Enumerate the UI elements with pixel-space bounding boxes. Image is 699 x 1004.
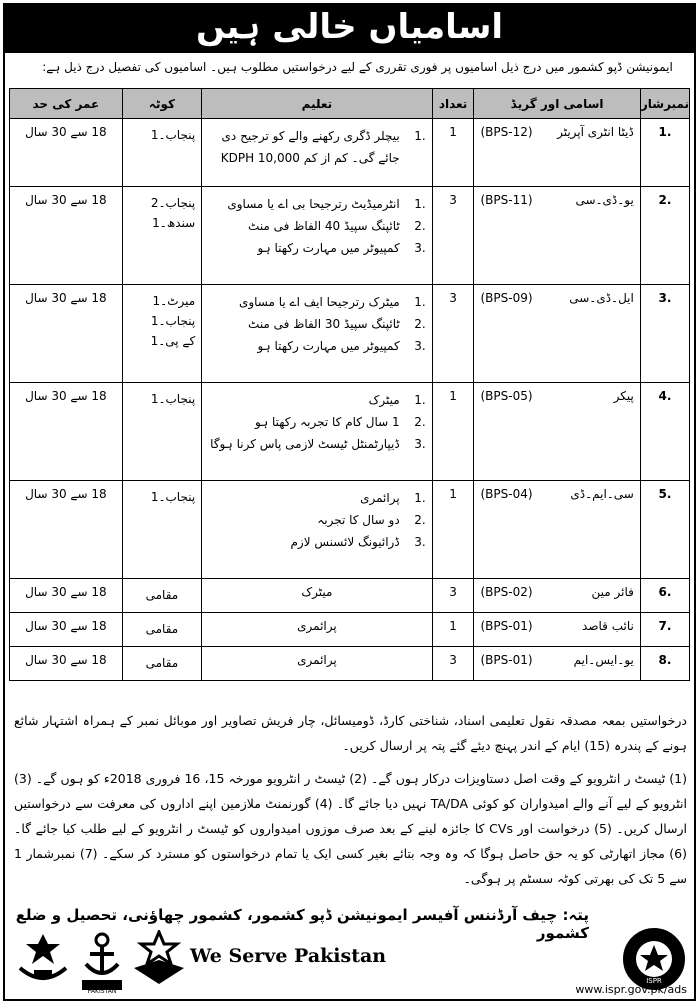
row-number: .3 <box>640 285 689 383</box>
education-cell <box>202 647 433 681</box>
quota-cell <box>122 285 201 383</box>
quota-cell <box>122 613 201 647</box>
post-cell <box>474 647 640 681</box>
education-item <box>208 389 426 411</box>
notes <box>14 708 687 899</box>
army-logo-icon <box>12 930 74 992</box>
row-number: .6 <box>640 579 689 613</box>
navy-logo-icon <box>78 930 126 996</box>
quota-item: پنجاب۔1 <box>150 392 196 406</box>
ispr-logo-icon <box>623 928 685 990</box>
post-count: 3 <box>432 285 474 383</box>
quota-cell <box>122 383 201 481</box>
education-item-number: .1 <box>414 129 426 143</box>
post-count: 3 <box>432 579 474 613</box>
table-row <box>10 481 690 579</box>
education-item-number: .3 <box>414 437 426 451</box>
row-number: .2 <box>640 187 689 285</box>
education-cell <box>202 119 433 187</box>
table-row <box>10 579 690 613</box>
education-item <box>208 237 426 259</box>
intro-text: ایمونیشن ڈپو کشمور میں درج ذیل اسامیوں پر فوری تقرری کے لیے درخواستیں مطلوب ہیں۔ اسامیوں کی تفصیل درج ذیل ہے: <box>42 60 673 74</box>
post-count: 1 <box>432 119 474 187</box>
table-row <box>10 383 690 481</box>
education-cell <box>202 285 433 383</box>
quota-cell <box>122 647 201 681</box>
education-cell <box>202 187 433 285</box>
education-item-number: .3 <box>414 535 426 549</box>
page-title: اسامیاں خالی ہیں <box>3 3 696 53</box>
education-cell <box>202 579 433 613</box>
post-grade: (BPS-01) <box>480 619 533 633</box>
post-grade: (BPS-12) <box>480 125 533 139</box>
post-grade: (BPS-04) <box>480 487 533 501</box>
header-age: عمر کی حد <box>10 89 123 119</box>
education-item-text: بیچلر ڈگری رکھنے والے کو ترجیح دی جائے گی۔ کم از کم KDPH 10,000 <box>220 129 400 165</box>
header-post: اسامی اور گریڈ <box>474 89 640 119</box>
quota-item: پنجاب۔1 <box>150 490 196 504</box>
education-item <box>208 335 426 357</box>
post-grade: (BPS-09) <box>480 291 533 305</box>
row-number: .4 <box>640 383 689 481</box>
age-limit: 18 سے 30 سال <box>10 481 123 579</box>
post-cell <box>474 579 640 613</box>
row-number: .1 <box>640 119 689 187</box>
notes-paragraph-1: درخواستیں بمعہ مصدقہ نقول تعلیمی اسناد، شناختی کارڈ، ڈومیسائل، چار فریش تصاویر اور موبائل نمبر کے ہمراہ اشتہار شائع ہونے کے پندرہ (15) ایام کے اندر پہنچ دیئے گئے پتہ پر ارسال کریں۔ <box>14 713 687 753</box>
post-cell <box>474 285 640 383</box>
education-item <box>208 215 426 237</box>
education-item-number: .2 <box>414 415 426 429</box>
quota-item: پنجاب۔1 <box>150 128 196 142</box>
education-item: پرائمری <box>297 653 337 667</box>
post-cell <box>474 119 640 187</box>
education-item-text: میٹرک <box>368 393 400 407</box>
quota-cell <box>122 187 201 285</box>
row-number: .8 <box>640 647 689 681</box>
table-row <box>10 285 690 383</box>
post-name: فائر مین <box>591 585 634 599</box>
quota-cell <box>122 579 201 613</box>
ispr-logo-text: ISPR <box>646 977 662 985</box>
header-no: نمبرشار <box>640 89 689 119</box>
education-item-text: پرائمری <box>360 491 400 505</box>
quota-item: میرٹ۔1 <box>152 294 196 308</box>
education-item <box>208 193 426 215</box>
education-item-text: ٹائپنگ سپیڈ 40 الفاظ فی منٹ <box>248 219 400 233</box>
age-limit: 18 سے 30 سال <box>10 187 123 285</box>
age-limit: 18 سے 30 سال <box>10 613 123 647</box>
post-cell <box>474 613 640 647</box>
education-item-text: انٹرمیڈیٹ رترجیحا بی اے یا مساوی <box>227 197 400 211</box>
education-item-text: ڈیپارٹمنٹل ٹیسٹ لازمی پاس کرنا ہوگا <box>210 437 400 451</box>
education-item-number: .2 <box>414 219 426 233</box>
row-number: .7 <box>640 613 689 647</box>
header-education: تعلیم <box>202 89 433 119</box>
quota-item: مقامی <box>145 622 179 636</box>
education-item <box>208 313 426 335</box>
education-item <box>208 487 426 509</box>
quota-item: کے پی۔1 <box>150 334 196 348</box>
education-item-text: کمپیوٹر میں مہارت رکھتا ہو <box>257 241 400 255</box>
education-item <box>208 411 426 433</box>
post-cell <box>474 187 640 285</box>
post-count: 3 <box>432 187 474 285</box>
table-row <box>10 647 690 681</box>
education-item-text: ٹائپنگ سپیڈ 30 الفاظ فی منٹ <box>248 317 400 331</box>
post-grade: (BPS-11) <box>480 193 533 207</box>
post-name: ایل۔ڈی۔سی <box>569 291 634 305</box>
education-item-number: .1 <box>414 491 426 505</box>
education-item-number: .1 <box>414 393 426 407</box>
vacancies-table <box>9 88 690 681</box>
education-item <box>208 291 426 313</box>
education-item-number: .1 <box>414 295 426 309</box>
education-item <box>208 433 426 455</box>
website-url[interactable]: www.ispr.gov.pk/ads <box>575 983 687 996</box>
quota-cell <box>122 481 201 579</box>
post-count: 1 <box>432 481 474 579</box>
post-name: نائب قاصد <box>582 619 634 633</box>
post-name: یو۔ڈی۔سی <box>575 193 634 207</box>
education-cell <box>202 481 433 579</box>
education-cell <box>202 383 433 481</box>
post-name: پیکر <box>613 389 634 403</box>
quota-item: پنجاب۔2 <box>150 196 196 210</box>
education-item-text: میٹرک رترجیحا ایف اے یا مساوی <box>238 295 400 309</box>
age-limit: 18 سے 30 سال <box>10 579 123 613</box>
post-name: ڈیٹا انٹری آپریٹر <box>557 125 634 139</box>
age-limit: 18 سے 30 سال <box>10 383 123 481</box>
airforce-logo-icon <box>132 930 186 990</box>
education-item-text: 1 سال کام کا تجربہ رکھتا ہو <box>254 415 400 429</box>
table-header-row <box>10 89 690 119</box>
quota-item: مقامی <box>145 656 179 670</box>
education-item: میٹرک <box>301 585 333 599</box>
post-count: 1 <box>432 383 474 481</box>
post-count: 1 <box>432 613 474 647</box>
post-grade: (BPS-05) <box>480 389 533 403</box>
notes-paragraph-2: (1) ٹیسٹ ر انٹرویو کے وقت اصل دستاویزات درکار ہوں گے۔ (2) ٹیسٹ ر انٹرویو مورخہ 15، 16 فروری 2018ء کو ہوں گے۔ (3) انٹرویو کے لیے آنے والے امیدواران کو کوئی TA/DA نہیں دیا جائے گا۔ (4) گورنمنٹ ملازمین اپنے اداروں کی معرفت سے درخواستیں ارسال کریں۔ (5) درخواست اور CVs کا جائزہ لینے کے بعد صرف موزوں امیدواروں کو ٹیسٹ ر انٹرویو کے لیے طلب کیا جائے گا۔ (6) مجاز اتھارٹی کو یہ حق حاصل ہوگا کہ وہ وجہ بتائے بغیر کسی ایک یا تمام درخواستوں کو مسترد کر سکے۔ (7) نمبرشمار 1 سے 5 تک کی بھرتی کوٹہ سسٹم پر ہوگی۔ <box>14 771 688 886</box>
slogan: We Serve Pakistan <box>190 945 387 967</box>
header-count: تعداد <box>432 89 474 119</box>
age-limit: 18 سے 30 سال <box>10 647 123 681</box>
table-row <box>10 187 690 285</box>
quota-item: پنجاب۔1 <box>150 314 196 328</box>
address: پتہ: چیف آرڈننس آفیسر ایمونیشن ڈپو کشمور، کشمور چھاؤنی، تحصیل و ضلع کشمور <box>15 906 589 942</box>
education-item-number: .3 <box>414 339 426 353</box>
quota-item: سندھ۔1 <box>152 216 196 230</box>
quota-item: مقامی <box>145 588 179 602</box>
post-name: سی۔ایم۔ڈی <box>570 487 634 501</box>
education-item: پرائمری <box>297 619 337 633</box>
education-item-number: .2 <box>414 317 426 331</box>
post-count: 3 <box>432 647 474 681</box>
row-number: .5 <box>640 481 689 579</box>
education-item-number: .3 <box>414 241 426 255</box>
quota-cell <box>122 119 201 187</box>
table-row <box>10 119 690 187</box>
education-item <box>208 509 426 531</box>
post-grade: (BPS-02) <box>480 585 533 599</box>
education-item-number: .2 <box>414 513 426 527</box>
education-item <box>208 125 426 169</box>
age-limit: 18 سے 30 سال <box>10 119 123 187</box>
education-cell <box>202 613 433 647</box>
post-grade: (BPS-01) <box>480 653 533 667</box>
education-item-text: ڈرائیونگ لائسنس لازم <box>290 535 400 549</box>
age-limit: 18 سے 30 سال <box>10 285 123 383</box>
education-item-text: کمپیوٹر میں مہارت رکھتا ہو <box>257 339 400 353</box>
header-quota: کوٹہ <box>122 89 201 119</box>
table-row <box>10 613 690 647</box>
post-cell <box>474 383 640 481</box>
navy-label: PAKISTAN <box>87 988 117 995</box>
table-body <box>10 119 690 681</box>
education-item <box>208 531 426 553</box>
post-cell <box>474 481 640 579</box>
education-item-text: دو سال کا تجربہ <box>317 513 400 527</box>
education-item-number: .1 <box>414 197 426 211</box>
post-name: یو۔ایس۔ایم <box>573 653 634 667</box>
